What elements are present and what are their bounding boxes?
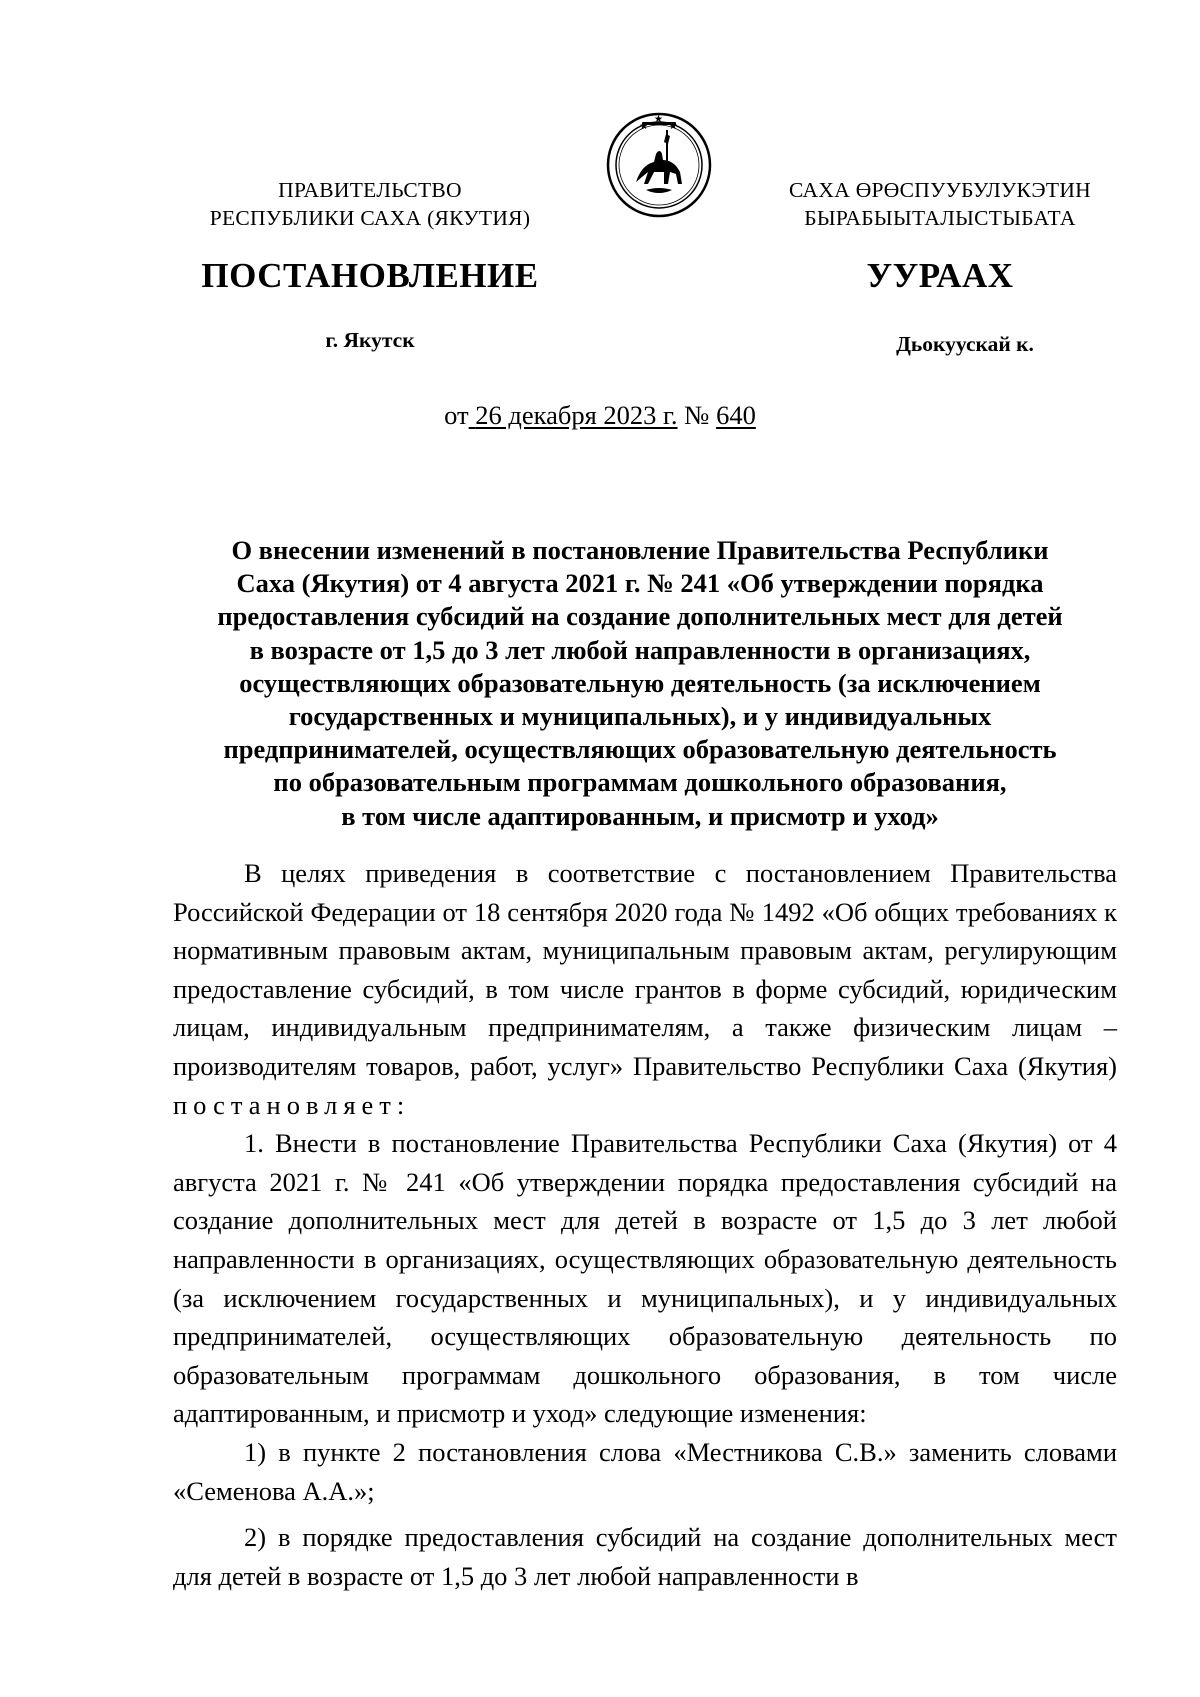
heading-line: предоставления субсидий на создание дополнительных мест для детей <box>217 601 1063 632</box>
clause-1-paragraph: 1. Внести в постановление Правительства Республики Саха (Якутия) от 4 августа 2021 г. № 241 «Об утверждении порядка предоставления субсидий на создание дополнительных мест для детей в возрасте от 1,5 до 3 лет любой направленности в организациях, осуществляющих образовательную деятельность (за исключением государственных и муниципальных), и у индивидуальных предпринимателей, осуществляющих образовательную деятельность по образовательным программам дошкольного образования, в том числе адаптированным, и присмотр и уход» следующие изменения: <box>173 1128 1117 1429</box>
document-heading <box>180 534 1100 833</box>
preamble-paragraph: В целях приведения в соответствие с постановлением Правительства Российской Федерации от 18 сентября 2020 года № 1492 «Об общих требованиях к нормативным правовым актам, муниципальным правовым актам, регулирующим предоставление субсидий, в том числе грантов в форме субсидий, юридическим лицам, индивидуальным предпринимателям, а также физическим лицам – производителям товаров, работ, услуг» Правительство Республики Саха (Якутия) постановляет: <box>173 858 1117 1120</box>
heading-line: государственных и муниципальных), и у индивидуальных <box>288 701 992 732</box>
document-type-title-ru: ПОСТАНОВЛЕНИЕ <box>201 256 539 295</box>
heading-line: О внесении изменений в постановление Правительства Республики <box>231 535 1049 565</box>
coat-of-arms-emblem-icon <box>606 112 712 218</box>
document-date-number <box>0 398 1200 432</box>
heading-line: по образовательным программам дошкольного образования, <box>273 767 1007 798</box>
place-of-issue-ru: г. Якутск <box>325 328 415 352</box>
issuer-right <box>740 176 1140 232</box>
date-prefix: от <box>444 400 469 430</box>
place-of-issue-sakha: Дьокуускай к. <box>896 332 1034 356</box>
issuer-left-line2: РЕСПУБЛИКИ САХА (ЯКУТИЯ) <box>209 206 531 230</box>
document-body <box>173 854 1117 1595</box>
heading-line: осуществляющих образовательную деятельность (за исключением <box>239 667 1041 698</box>
document-number: 640 <box>716 400 756 430</box>
issuer-left-line1: ПРАВИТЕЛЬСТВО <box>278 178 462 202</box>
heading-line: предпринимателей, осуществляющих образовательную деятельность <box>223 734 1057 765</box>
issuer-right-line1: САХА ӨРӨСПУУБУЛУКЭТИН <box>788 178 1092 202</box>
resolves-word: постановляет: <box>173 1089 411 1120</box>
clause-1-2-paragraph: 2) в порядке предоставления субсидий на создание дополнительных мест для детей в возрасте от 1,5 до 3 лет любой направленности в <box>173 1522 1117 1591</box>
clause-1-1-paragraph: 1) в пункте 2 постановления слова «Местникова С.В.» заменить словами «Семенова А.А.»; <box>173 1436 1117 1506</box>
heading-line: в возрасте от 1,5 до 3 лет любой направленности в организациях, <box>249 634 1031 665</box>
document-type-title-sakha: УУРААХ <box>866 256 1014 295</box>
heading-line: Саха (Якутия) от 4 августа 2021 г. № 241 «Об утверждении порядка <box>236 568 1044 599</box>
issuer-right-line2: БЫРАБЫЫТАЛЫСТЫБАТА <box>804 206 1076 230</box>
issuer-left <box>160 176 580 232</box>
number-sign: № <box>684 400 710 430</box>
date-value: 26 декабря 2023 г. <box>475 400 678 430</box>
heading-line: в том числе адаптированным, и присмотр и уход» <box>341 800 939 831</box>
